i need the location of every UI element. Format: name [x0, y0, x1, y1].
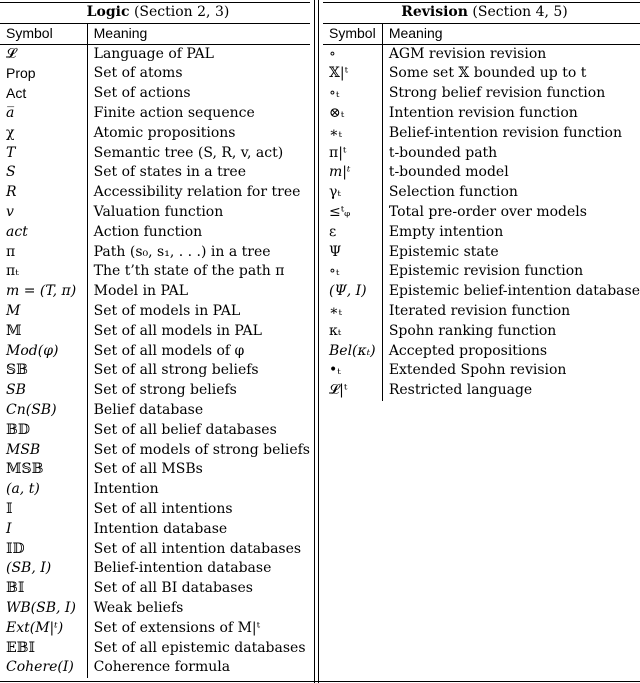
meaning-cell: Set of actions: [93, 85, 191, 102]
symbol-cell: Act: [0, 84, 87, 104]
meaning-cell: Action function: [93, 223, 203, 240]
meaning-cell: Belief database: [93, 401, 204, 418]
table-row: [323, 183, 640, 203]
meaning-cell: Set of all models in PAL: [93, 322, 262, 339]
meaning-cell: Set of all models of φ: [93, 342, 245, 359]
table-row: [323, 223, 640, 243]
meaning-cell: Set of models of strong beliefs: [93, 441, 310, 458]
column-divider: [318, 0, 319, 683]
table-row: [323, 282, 640, 302]
symbol-cell: χ: [0, 124, 87, 144]
table-row: [0, 500, 310, 520]
table-row: [0, 381, 310, 401]
meaning-cell: Set of extensions of M|ᵗ: [93, 619, 261, 636]
table-row: [0, 124, 310, 144]
table-row: [0, 302, 310, 322]
symbol-cell: a̅: [0, 104, 87, 124]
table-row: [323, 302, 640, 322]
table-row: [323, 243, 640, 263]
meaning-cell: Weak beliefs: [93, 599, 184, 616]
table-row: [0, 144, 310, 164]
meaning-cell: Set of all epistemic databases: [93, 639, 306, 656]
meaning-cell: t-bounded path: [388, 144, 498, 161]
table-row: [0, 401, 310, 421]
meaning-cell: Extended Spohn revision: [388, 362, 567, 379]
meaning-cell: Epistemic state: [388, 243, 499, 260]
meaning-cell: Empty intention: [388, 223, 504, 240]
symbol-cell: Ψ: [323, 243, 382, 263]
meaning-cell: Valuation function: [93, 203, 224, 220]
symbol-cell: m = (T, π): [0, 282, 87, 302]
table-row: [0, 579, 310, 599]
table-row: [323, 64, 640, 84]
symbol-cell: (SB, I): [0, 559, 87, 579]
logic-title: Logic: [86, 4, 130, 20]
table-row: [0, 282, 310, 302]
meaning-cell: Set of all belief databases: [93, 421, 277, 438]
symbol-cell: Prop: [0, 64, 87, 84]
table-row: [323, 144, 640, 164]
symbol-cell: (Ψ, I): [323, 282, 382, 302]
symbol-cell: Ext(M|ᵗ): [0, 619, 87, 639]
meaning-cell: Epistemic belief-intention database: [388, 283, 640, 300]
meaning-cell: Coherence formula: [93, 659, 231, 676]
meaning-cell: Some set 𝕏 bounded up to t: [388, 65, 587, 82]
symbol-cell: 𝕄: [0, 322, 87, 342]
meaning-cell: Model in PAL: [93, 283, 189, 300]
symbol-cell: ∘ₜ: [323, 84, 382, 104]
symbol-cell: 𝕀: [0, 500, 87, 520]
symbol-cell: κₜ: [323, 322, 382, 342]
symbol-cell: γₜ: [323, 183, 382, 203]
symbol-cell: 𝓛|ᵗ: [323, 381, 382, 401]
meaning-cell: Set of states in a tree: [93, 164, 246, 181]
symbol-cell: WB(SB, I): [0, 599, 87, 619]
revision-col-symbol: Symbol: [323, 23, 382, 44]
table-row: [0, 64, 310, 84]
table-row: [0, 163, 310, 183]
symbol-cell: SB: [0, 381, 87, 401]
symbol-cell: ≤ᵗᵩ: [323, 203, 382, 223]
table-row: [0, 262, 310, 282]
table-row: [0, 44, 310, 64]
meaning-cell: Set of all strong beliefs: [93, 362, 259, 379]
meaning-cell: Set of atoms: [93, 65, 183, 82]
symbol-cell: Bel(κₜ): [323, 342, 382, 362]
symbol-cell: π: [0, 243, 87, 263]
table-row: [0, 559, 310, 579]
table-row: [0, 322, 310, 342]
meaning-cell: Semantic tree (S, R, v, act): [93, 144, 284, 161]
meaning-cell: Belief-intention revision function: [388, 124, 622, 141]
symbol-cell: 𝔼𝔹𝕀: [0, 639, 87, 659]
symbol-cell: ε: [323, 223, 382, 243]
table-row: [0, 540, 310, 560]
meaning-cell: Finite action sequence: [93, 104, 255, 121]
table-row: [323, 262, 640, 282]
table-row: [0, 460, 310, 480]
table-row: [323, 104, 640, 124]
table-row: [323, 381, 640, 401]
meaning-cell: t-bounded model: [388, 164, 509, 181]
symbol-cell: ∗ₜ: [323, 124, 382, 144]
meaning-cell: Total pre-order over models: [388, 203, 587, 220]
symbol-cell: 𝓛: [0, 44, 87, 64]
meaning-cell: Accepted propositions: [388, 342, 548, 359]
symbol-cell: Cohere(I): [0, 658, 87, 678]
revision-heading: [323, 3, 640, 24]
symbol-cell: 𝔹𝕀: [0, 579, 87, 599]
symbol-cell: MSB: [0, 441, 87, 461]
symbol-cell: 𝕀𝔻: [0, 540, 87, 560]
symbol-cell: π|ᵗ: [323, 144, 382, 164]
column-divider: [314, 0, 315, 683]
table-row: [0, 619, 310, 639]
meaning-cell: AGM revision revision: [388, 45, 547, 62]
symbol-cell: m|ᵗ: [323, 163, 382, 183]
meaning-cell: Restricted language: [388, 382, 533, 399]
table-row: [0, 599, 310, 619]
symbol-cell: 𝕊𝔹: [0, 361, 87, 381]
symbol-cell: (a, t): [0, 480, 87, 500]
meaning-cell: Path (s₀, s₁, . . .) in a tree: [93, 243, 271, 260]
logic-col-symbol: Symbol: [0, 23, 87, 44]
table-row: [0, 243, 310, 263]
meaning-cell: Selection function: [388, 184, 518, 201]
symbol-cell: Mod(φ): [0, 342, 87, 362]
revision-subtitle: (Section 4, 5): [472, 4, 568, 20]
revision-rows: [323, 44, 640, 401]
table-row: [323, 322, 640, 342]
symbol-cell: S: [0, 163, 87, 183]
symbol-cell: ∘ₜ: [323, 262, 382, 282]
table-row: [323, 124, 640, 144]
meaning-cell: Belief-intention database: [93, 560, 272, 577]
table-row: [323, 342, 640, 362]
symbol-cell: ⊗ₜ: [323, 104, 382, 124]
logic-subtitle: (Section 2, 3): [133, 4, 230, 20]
symbol-cell: Cn(SB): [0, 401, 87, 421]
revision-table: [323, 2, 640, 401]
table-row: [0, 203, 310, 223]
symbol-cell: πₜ: [0, 262, 87, 282]
logic-heading: [0, 3, 310, 24]
meaning-cell: Set of models in PAL: [93, 302, 241, 319]
table-row: [323, 361, 640, 381]
meaning-cell: Spohn ranking function: [388, 322, 557, 339]
table-row: [323, 203, 640, 223]
symbol-cell: I: [0, 520, 87, 540]
logic-col-meaning: Meaning: [87, 23, 310, 44]
meaning-cell: Set of all intentions: [93, 500, 233, 517]
table-bottom-rule: [0, 681, 640, 682]
table-row: [323, 44, 640, 64]
symbol-cell: ∗ₜ: [323, 302, 382, 322]
table-row: [0, 480, 310, 500]
logic-table: [0, 2, 310, 678]
logic-rows: [0, 44, 310, 678]
revision-title: Revision: [401, 4, 468, 20]
symbol-cell: 𝔹𝔻: [0, 421, 87, 441]
meaning-cell: Set of all BI databases: [93, 580, 253, 597]
meaning-cell: Set of strong beliefs: [93, 382, 237, 399]
meaning-cell: Accessibility relation for tree: [93, 184, 301, 201]
revision-col-meaning: Meaning: [382, 23, 640, 44]
table-row: [0, 421, 310, 441]
symbol-cell: ∘: [323, 44, 382, 64]
table-row: [0, 520, 310, 540]
table-row: [0, 658, 310, 678]
symbol-cell: 𝕏|ᵗ: [323, 64, 382, 84]
table-row: [323, 163, 640, 183]
symbol-cell: •ₜ: [323, 361, 382, 381]
symbol-cell: T: [0, 144, 87, 164]
meaning-cell: Intention: [93, 481, 159, 498]
table-row: [0, 223, 310, 243]
meaning-cell: Strong belief revision function: [388, 85, 606, 102]
meaning-cell: Iterated revision function: [388, 302, 571, 319]
symbol-cell: R: [0, 183, 87, 203]
table-row: [0, 342, 310, 362]
meaning-cell: Atomic propositions: [93, 124, 236, 141]
symbol-cell: v: [0, 203, 87, 223]
meaning-cell: Intention revision function: [388, 104, 578, 121]
meaning-cell: The t’th state of the path π: [93, 263, 285, 280]
symbol-cell: M: [0, 302, 87, 322]
meaning-cell: Intention database: [93, 520, 228, 537]
table-row: [0, 104, 310, 124]
table-row: [323, 84, 640, 104]
meaning-cell: Language of PAL: [93, 45, 214, 62]
meaning-cell: Set of all MSBs: [93, 461, 203, 478]
table-row: [0, 84, 310, 104]
meaning-cell: Set of all intention databases: [93, 540, 302, 557]
table-row: [0, 361, 310, 381]
table-row: [0, 183, 310, 203]
table-row: [0, 639, 310, 659]
symbol-cell: act: [0, 223, 87, 243]
meaning-cell: Epistemic revision function: [388, 263, 584, 280]
symbol-cell: 𝕄𝕊𝔹: [0, 460, 87, 480]
table-row: [0, 441, 310, 461]
